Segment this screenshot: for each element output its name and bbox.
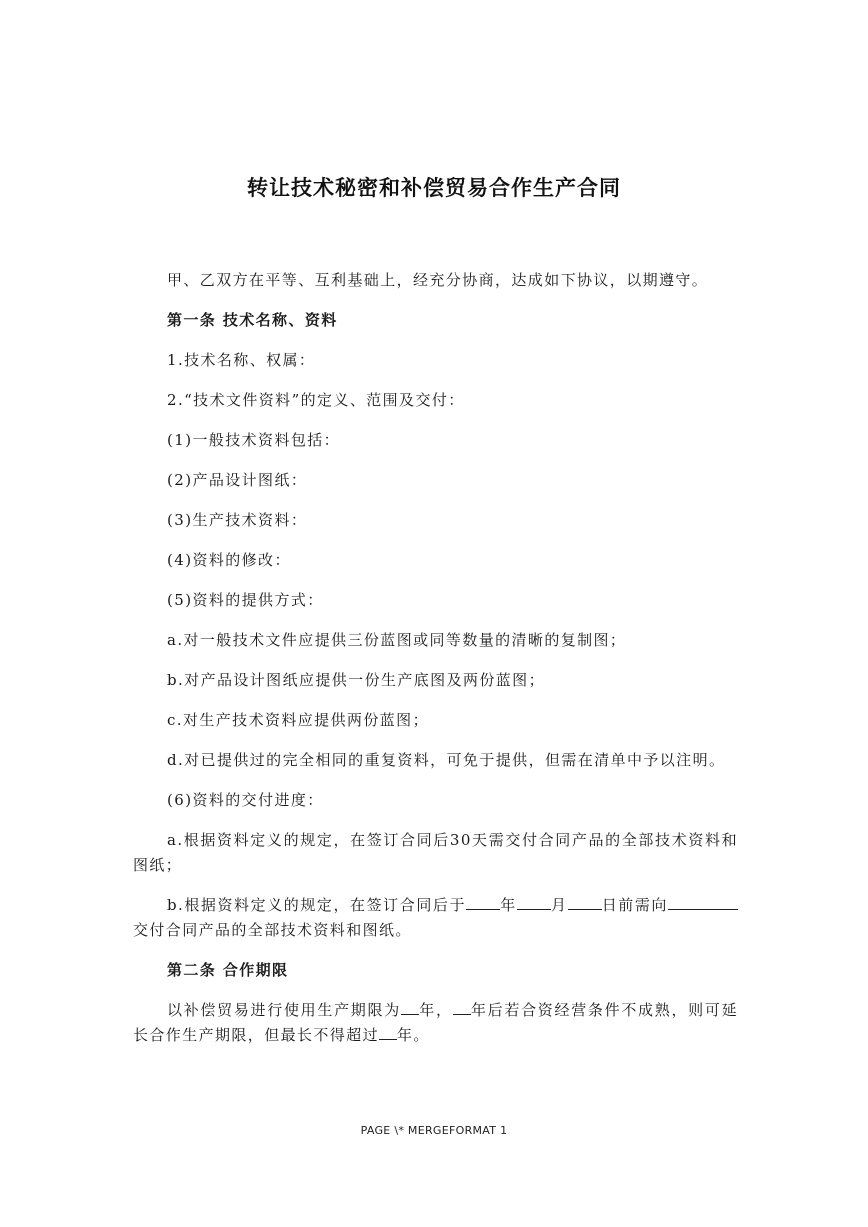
article-1-item: (2)产品设计图纸： <box>167 471 308 489</box>
blank-years <box>453 1000 471 1015</box>
item-b-text-2: 年 <box>500 896 517 914</box>
article-1-item: b.对产品设计图纸应提供一份生产底图及两份蓝图； <box>167 671 545 689</box>
blank-recipient <box>668 895 738 910</box>
intro-paragraph: 甲、乙双方在平等、互利基础上，经充分协商，达成如下协议，以期遵守。 <box>167 271 709 289</box>
item-b-text-5: 交付合同产品的全部技术资料和图纸。 <box>133 921 412 939</box>
blank-max-years <box>379 1025 397 1040</box>
article-1-item: d.对已提供过的完全相同的重复资料，可免于提供，但需在清单中予以注明。 <box>167 751 726 769</box>
item-b-text-3: 月 <box>550 896 568 914</box>
blank-day <box>568 895 602 910</box>
article-2-text-3: 年后若合资经营条件不成熟，则可延长合作生产期限，但最长不得超过 <box>133 1001 738 1044</box>
article-1-item: (5)资料的提供方式： <box>167 591 324 609</box>
blank-month <box>517 895 551 910</box>
blank-year <box>466 895 500 910</box>
item-b-text-1: b.根据资料定义的规定，在签订合同后于 <box>167 896 467 914</box>
article-1-item: (6)资料的交付进度： <box>167 791 324 809</box>
article-1-item: 2.“技术文件资料”的定义、范围及交付： <box>167 391 465 409</box>
page-footer: PAGE \* MERGEFORMAT 1 <box>360 1124 508 1137</box>
article-1-item-b <box>133 893 738 943</box>
article-2-paragraph <box>133 998 738 1048</box>
article-1-heading: 第一条 技术名称、资料 <box>167 311 338 329</box>
article-2-text-2: 年， <box>418 1001 453 1019</box>
document-body <box>133 268 738 1063</box>
article-1-item: (3)生产技术资料： <box>167 511 308 529</box>
article-1-item: (1)一般技术资料包括： <box>167 431 341 449</box>
article-1-item: 1.技术名称、权属： <box>167 351 316 369</box>
article-2-heading: 第二条 合作期限 <box>167 961 289 979</box>
article-2-text-4: 年。 <box>397 1026 430 1044</box>
blank-period <box>401 1000 419 1015</box>
article-1-item: c.对生产技术资料应提供两份蓝图； <box>167 711 429 729</box>
article-1-item: a.根据资料定义的规定，在签订合同后30天需交付合同产品的全部技术资料和图纸； <box>133 831 738 874</box>
article-2-text-1: 以补偿贸易进行使用生产期限为 <box>167 1001 401 1019</box>
article-1-item: (4)资料的修改： <box>167 551 291 569</box>
item-b-text-4: 日前需向 <box>601 896 668 914</box>
article-1-item: a.对一般技术文件应提供三份蓝图或同等数量的清晰的复制图； <box>167 631 627 649</box>
document-title: 转让技术秘密和补偿贸易合作生产合同 <box>247 175 621 200</box>
